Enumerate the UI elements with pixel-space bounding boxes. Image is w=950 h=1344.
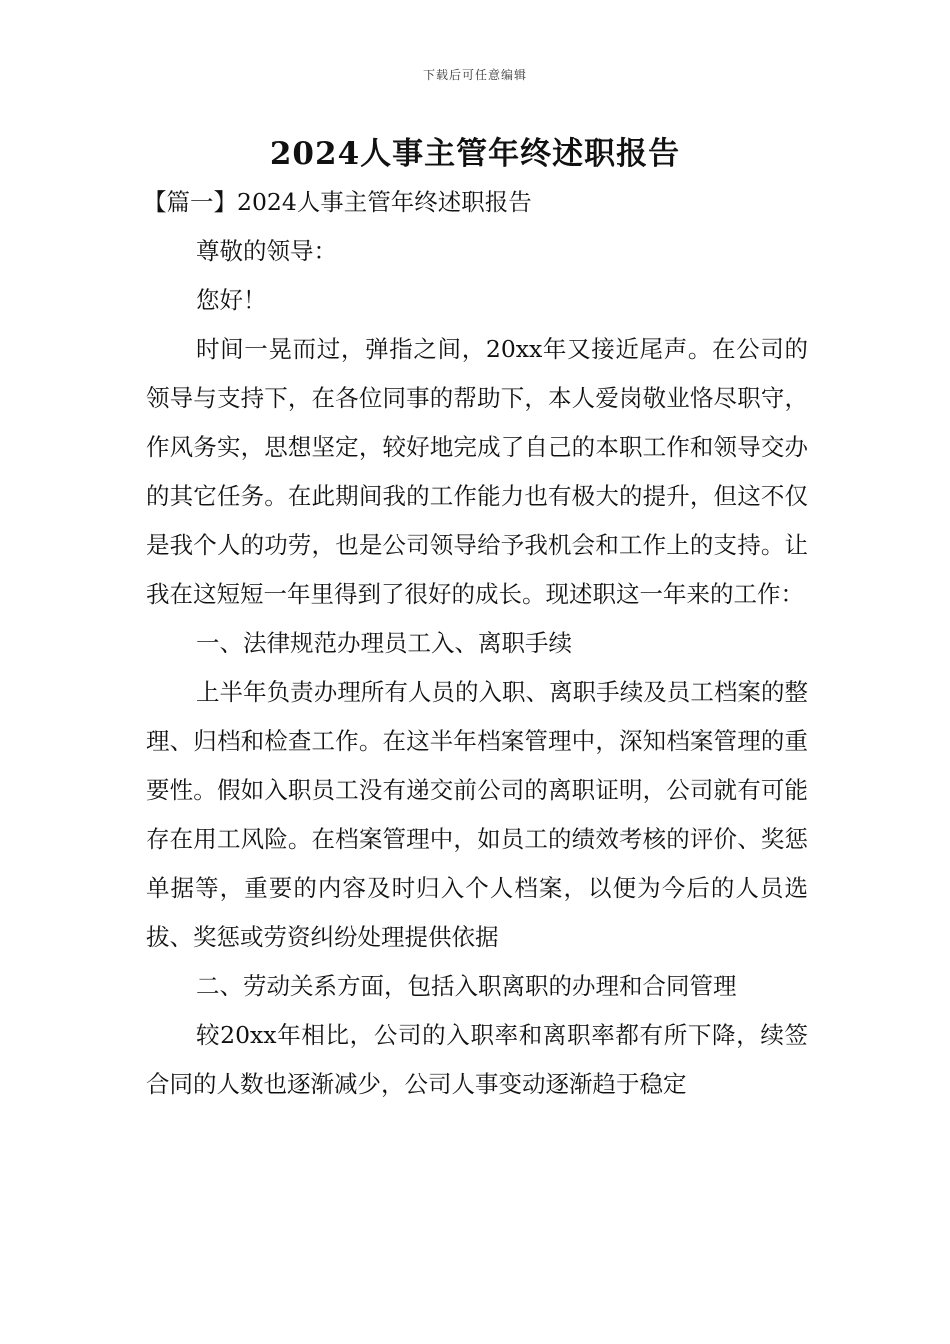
section-heading-1: 一、法律规范办理员工入、离职手续 <box>196 629 572 657</box>
paragraph-section-1: 上半年负责办理所有人员的入职、离职手续及员工档案的整理、归档和检查工作。在这半年档案管理中，深知档案管理的重要性。假如入职员工没有递交前公司的离职证明，公司就有可能存在用工风险。在档案管理中，如员工的绩效考核的评价、奖惩单据等，重要的内容及时归入个人档案，以便为今后的人员选拔、奖惩或劳资纠纷处理提供依据 <box>146 678 808 951</box>
salutation: 尊敬的领导： <box>196 237 337 265</box>
section-subtitle: 【篇一】2024人事主管年终述职报告 <box>143 188 532 216</box>
header-note: 下载后可任意编辑 <box>422 68 527 82</box>
greeting: 您好！ <box>196 286 267 314</box>
paragraph-intro: 时间一晃而过，弹指之间，20xx年又接近尾声。在公司的领导与支持下，在各位同事的帮助下，本人爱岗敬业恪尽职守，作风务实，思想坚定，较好地完成了自己的本职工作和领导交办的其它任务。在此期间我的工作能力也有极大的提升，但这不仅是我个人的功劳，也是公司领导给予我机会和工作上的支持。让我在这短短一年里得到了很好的成长。现述职这一年来的工作： <box>146 335 808 608</box>
document-title: 2024人事主管年终述职报告 <box>269 136 681 172</box>
section-heading-2: 二、劳动关系方面，包括入职离职的办理和合同管理 <box>196 972 737 1000</box>
paragraph-section-2: 较20xx年相比，公司的入职率和离职率都有所下降，续签合同的人数也逐渐减少，公司人事变动逐渐趋于稳定 <box>146 1021 808 1098</box>
document-body <box>143 178 808 1109</box>
